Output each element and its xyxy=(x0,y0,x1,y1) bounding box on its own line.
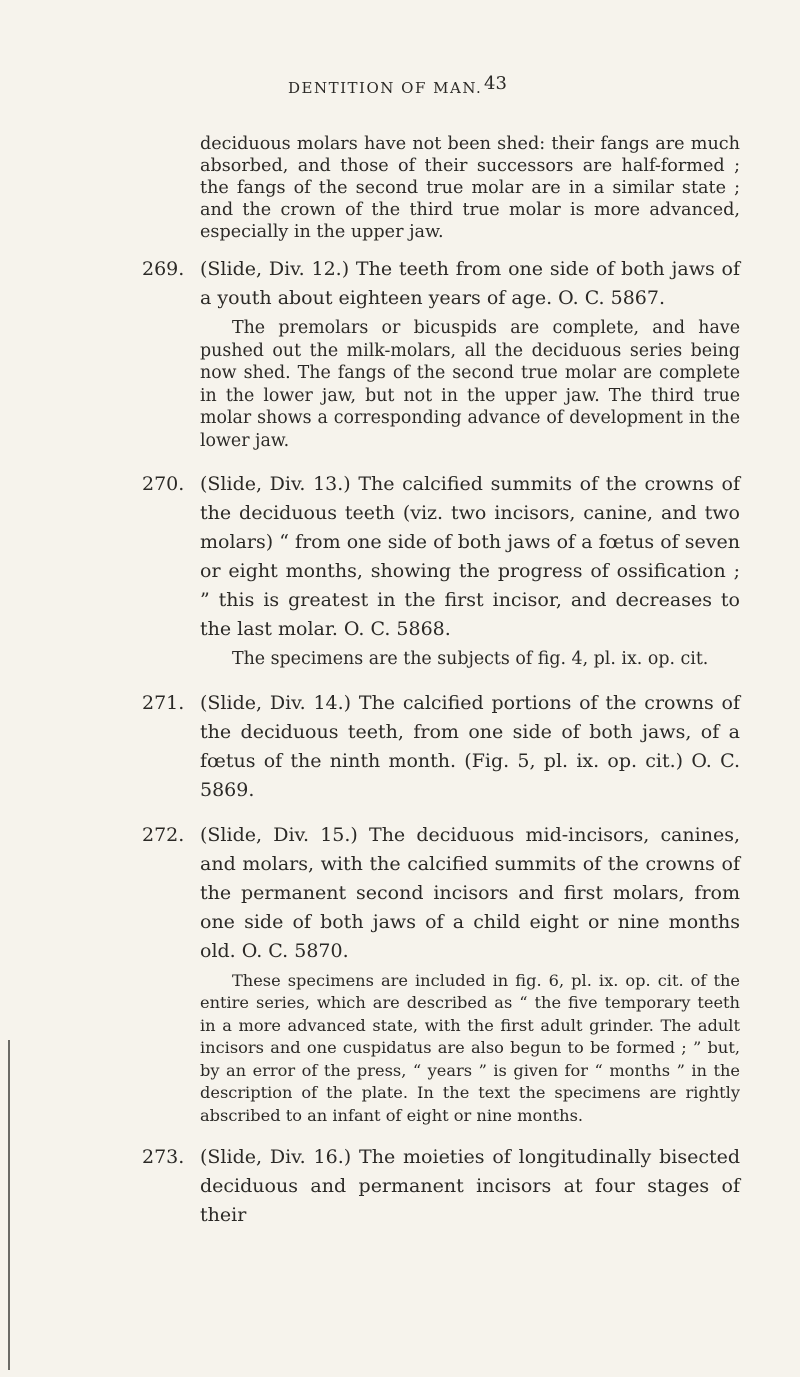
body-text xyxy=(142,133,740,1230)
page-edge-shadow xyxy=(8,1040,10,1370)
entry-number: 270. xyxy=(142,473,185,495)
page-number: 43 xyxy=(484,73,507,94)
entry-text: (Slide, Div. 15.) The deciduous mid-incisors, canines, and molars, with the calcified summits of the crowns of the permanent second incisors and first molars, from one side of both jaws of a child eight or nine months old. O. C. 5870. xyxy=(200,823,740,962)
catalogue-entry-270 xyxy=(142,470,740,644)
entry-number: 273. xyxy=(142,1146,185,1168)
entry-note: The specimens are the subjects of fig. 4, pl. ix. op. cit. xyxy=(232,649,709,669)
entry-text: (Slide, Div. 14.) The calcified portions of the crowns of the deciduous teeth, from one side of both jaws, of a fœtus of the ninth month. (Fig. 5, pl. ix. op. cit.) O. C. 5869. xyxy=(200,691,740,801)
running-title: DENTITION OF MAN. xyxy=(288,79,483,97)
entry-note: The premolars or bicuspids are complete, and have pushed out the milk-molars, all the deciduous series being now shed. The fangs of the second true molar are complete in the lower jaw, but not in the upper jaw. The third true molar shows a corresponding advance of development in the lower jaw. xyxy=(200,318,740,451)
entry-number: 272. xyxy=(142,823,185,846)
catalogue-entry-269 xyxy=(142,255,740,313)
entry-number: 269. xyxy=(142,258,185,280)
entry-text: (Slide, Div. 12.) The teeth from one side of both jaws of a youth about eighteen years of age. O. C. 5867. xyxy=(200,258,740,309)
catalogue-entry-273 xyxy=(142,1143,740,1230)
entry-number: 271. xyxy=(142,691,185,714)
continued-paragraph: deciduous molars have not been shed: their fangs are much absorbed, and those of their successors are half-formed ; the fangs of the second true molar are in a similar state ; and the crown of the third true molar is more advanced, especially in the upper jaw. xyxy=(200,134,740,242)
catalogue-entry-271 xyxy=(142,689,740,805)
catalogue-entry-272 xyxy=(142,821,740,966)
entry-text: (Slide, Div. 13.) The calcified summits of the crowns of the deciduous teeth (viz. two incisors, canine, and two molars) “ from one side of both jaws of a fœtus of seven or eight months, showing the progress of ossification ; ” this is greatest in the first incisor, and decreases to the last molar. O. C. 5868. xyxy=(200,473,740,640)
entry-note: These specimens are included in fig. 6, pl. ix. op. cit. of the entire series, which are described as “ the five temporary teeth in a more advanced state, with the first adult grinder. The adult incisors and one cuspidatus are also begun to be formed ; ” but, by an error of the press, “ years ” is given for “ months ” in the description of the plate. In the text the specimens are rightly abscribed to an infant of eight or nine months. xyxy=(200,970,740,1125)
entry-text: (Slide, Div. 16.) The moieties of longitudinally bisected deciduous and permanent incisors at four stages of their xyxy=(200,1146,740,1226)
running-head xyxy=(0,73,800,103)
